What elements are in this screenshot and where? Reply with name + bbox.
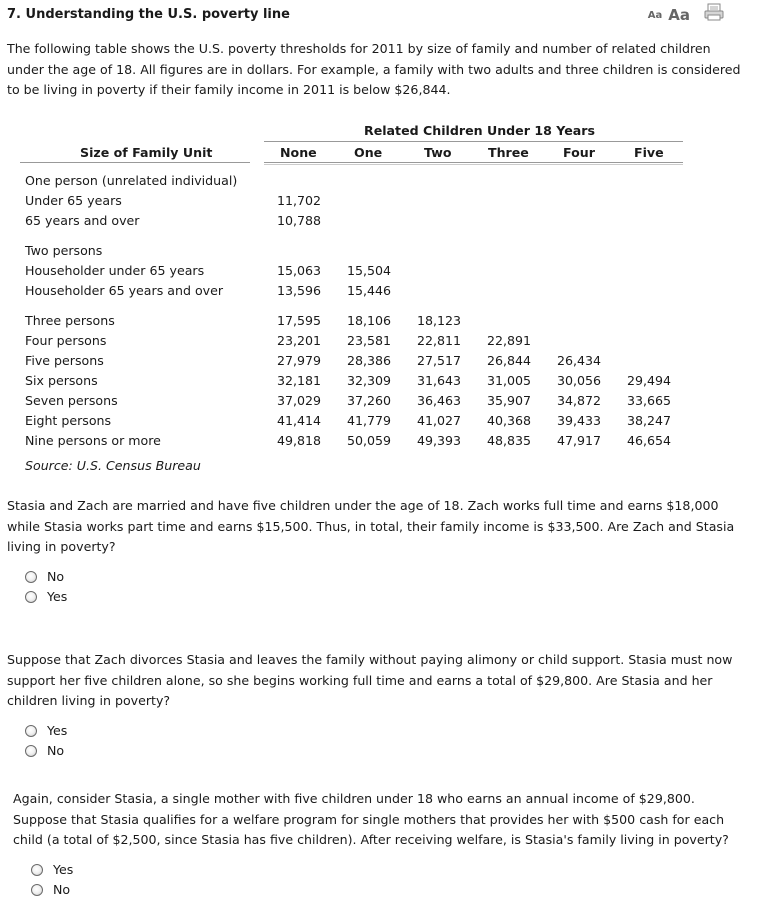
table-row-label: Householder under 65 years	[25, 263, 205, 278]
q2-option-yes[interactable]	[25, 723, 67, 738]
table-cell: 22,891	[487, 333, 532, 348]
table-cell: 18,123	[417, 313, 462, 328]
table-cell: 38,247	[627, 413, 672, 428]
table-cell: 41,414	[277, 413, 322, 428]
column-header-four: Four	[563, 145, 595, 160]
q3-option-no[interactable]	[31, 882, 70, 897]
q3-option-yes[interactable]	[31, 862, 73, 877]
table-row-label: Eight persons	[25, 413, 112, 428]
table-cell: 15,446	[347, 283, 392, 298]
table-cell: 29,494	[627, 373, 672, 388]
option-label: No	[53, 882, 71, 897]
column-header-one: One	[354, 145, 383, 160]
option-label: Yes	[47, 589, 68, 604]
table-cell: 22,811	[417, 333, 462, 348]
option-label: No	[47, 743, 65, 758]
table-row-label: 65 years and over	[25, 213, 140, 228]
table-row-label: Under 65 years	[25, 193, 122, 208]
column-header-five: Five	[634, 145, 664, 160]
column-header-three: Three	[488, 145, 529, 160]
print-icon[interactable]	[704, 3, 724, 21]
font-size-controls	[648, 6, 690, 24]
table-cell: 48,835	[487, 433, 532, 448]
table-cell: 46,654	[627, 433, 672, 448]
table-cell: 13,596	[277, 283, 322, 298]
table-cell: 49,393	[417, 433, 462, 448]
table-cell: 37,029	[277, 393, 322, 408]
table-row-label: Nine persons or more	[25, 433, 161, 448]
header-rule-values-2	[264, 164, 683, 165]
q2-text: Suppose that Zach divorces Stasia and leaves the family without paying alimony or child support. Stasia must now support her five children alone, so she begins working full time and earns a total of $29,800. Are Stasia and her children living in poverty?	[7, 652, 733, 708]
font-size-small-button[interactable]: Aa	[647, 9, 663, 21]
option-label: Yes	[53, 862, 74, 877]
table-cell: 30,056	[557, 373, 602, 388]
table-cell: 41,779	[347, 413, 392, 428]
table-row-label: Five persons	[25, 353, 104, 368]
table-cell: 23,581	[347, 333, 392, 348]
q1-option-yes[interactable]	[25, 589, 67, 604]
table-cell: 41,027	[417, 413, 462, 428]
q1-text: Stasia and Zach are married and have five children under the age of 18. Zach works full time and earns $18,000 while Stasia works part time and earns $15,500. Thus, in total, their family income is $33,500. Are Zach and Stasia living in poverty?	[7, 498, 735, 554]
table-cell: 32,309	[347, 373, 392, 388]
group-header: Related Children Under 18 Years	[364, 123, 595, 138]
table-cell: 23,201	[277, 333, 322, 348]
table-row-label: Seven persons	[25, 393, 118, 408]
font-size-large-button[interactable]: Aa	[668, 6, 690, 24]
column-header-size: Size of Family Unit	[80, 145, 213, 160]
radio-button[interactable]	[25, 745, 37, 757]
table-cell: 17,595	[277, 313, 322, 328]
option-label: No	[47, 569, 65, 584]
table-cell: 32,181	[277, 373, 322, 388]
header-rule-size	[20, 162, 250, 163]
radio-button[interactable]	[31, 884, 43, 896]
table-row-label: Two persons	[25, 243, 103, 258]
intro-paragraph: The following table shows the U.S. poverty thresholds for 2011 by size of family and number of related children under the age of 18. All figures are in dollars. For example, a family with two adults and three children is considered to be living in poverty if their family income in 2011 is below $26,844.	[7, 41, 741, 97]
radio-button[interactable]	[25, 725, 37, 737]
table-cell: 15,504	[347, 263, 392, 278]
table-cell: 27,517	[417, 353, 462, 368]
group-header-rule	[264, 141, 683, 142]
column-header-two: Two	[424, 145, 452, 160]
table-cell: 49,818	[277, 433, 322, 448]
table-cell: 34,872	[557, 393, 602, 408]
q3-text: Again, consider Stasia, a single mother with five children under 18 who earns an annual income of $29,800. Suppose that Stasia qualifies for a welfare program for single mothers that provides her with $500 cash for each child (a total of $2,500, since Stasia has five children). After receiving welfare, is Stasia's family living in poverty?	[13, 791, 729, 847]
column-header-none: None	[280, 145, 317, 160]
radio-button[interactable]	[25, 591, 37, 603]
q2-option-no[interactable]	[25, 743, 64, 758]
table-row-label: Householder 65 years and over	[25, 283, 224, 298]
radio-button[interactable]	[25, 571, 37, 583]
header-rule-values	[264, 162, 683, 163]
table-cell: 33,665	[627, 393, 672, 408]
table-cell: 11,702	[277, 193, 322, 208]
table-cell: 18,106	[347, 313, 392, 328]
table-row-label: One person (unrelated individual)	[25, 173, 238, 188]
q1-option-no[interactable]	[25, 569, 64, 584]
table-row-label: Three persons	[25, 313, 115, 328]
question-title: 7. Understanding the U.S. poverty line	[7, 7, 290, 22]
table-cell: 50,059	[347, 433, 392, 448]
table-cell: 40,368	[487, 413, 532, 428]
table-cell: 26,434	[557, 353, 602, 368]
table-source: Source: U.S. Census Bureau	[25, 458, 201, 473]
table-cell: 39,433	[557, 413, 602, 428]
table-row-label: Six persons	[25, 373, 98, 388]
table-cell: 15,063	[277, 263, 322, 278]
option-label: Yes	[47, 723, 68, 738]
table-cell: 37,260	[347, 393, 392, 408]
table-cell: 10,788	[277, 213, 322, 228]
table-cell: 27,979	[277, 353, 322, 368]
radio-button[interactable]	[31, 864, 43, 876]
table-cell: 47,917	[557, 433, 602, 448]
table-cell: 26,844	[487, 353, 532, 368]
table-cell: 36,463	[417, 393, 462, 408]
table-cell: 28,386	[347, 353, 392, 368]
table-cell: 35,907	[487, 393, 532, 408]
table-cell: 31,005	[487, 373, 532, 388]
table-cell: 31,643	[417, 373, 462, 388]
table-row-label: Four persons	[25, 333, 107, 348]
